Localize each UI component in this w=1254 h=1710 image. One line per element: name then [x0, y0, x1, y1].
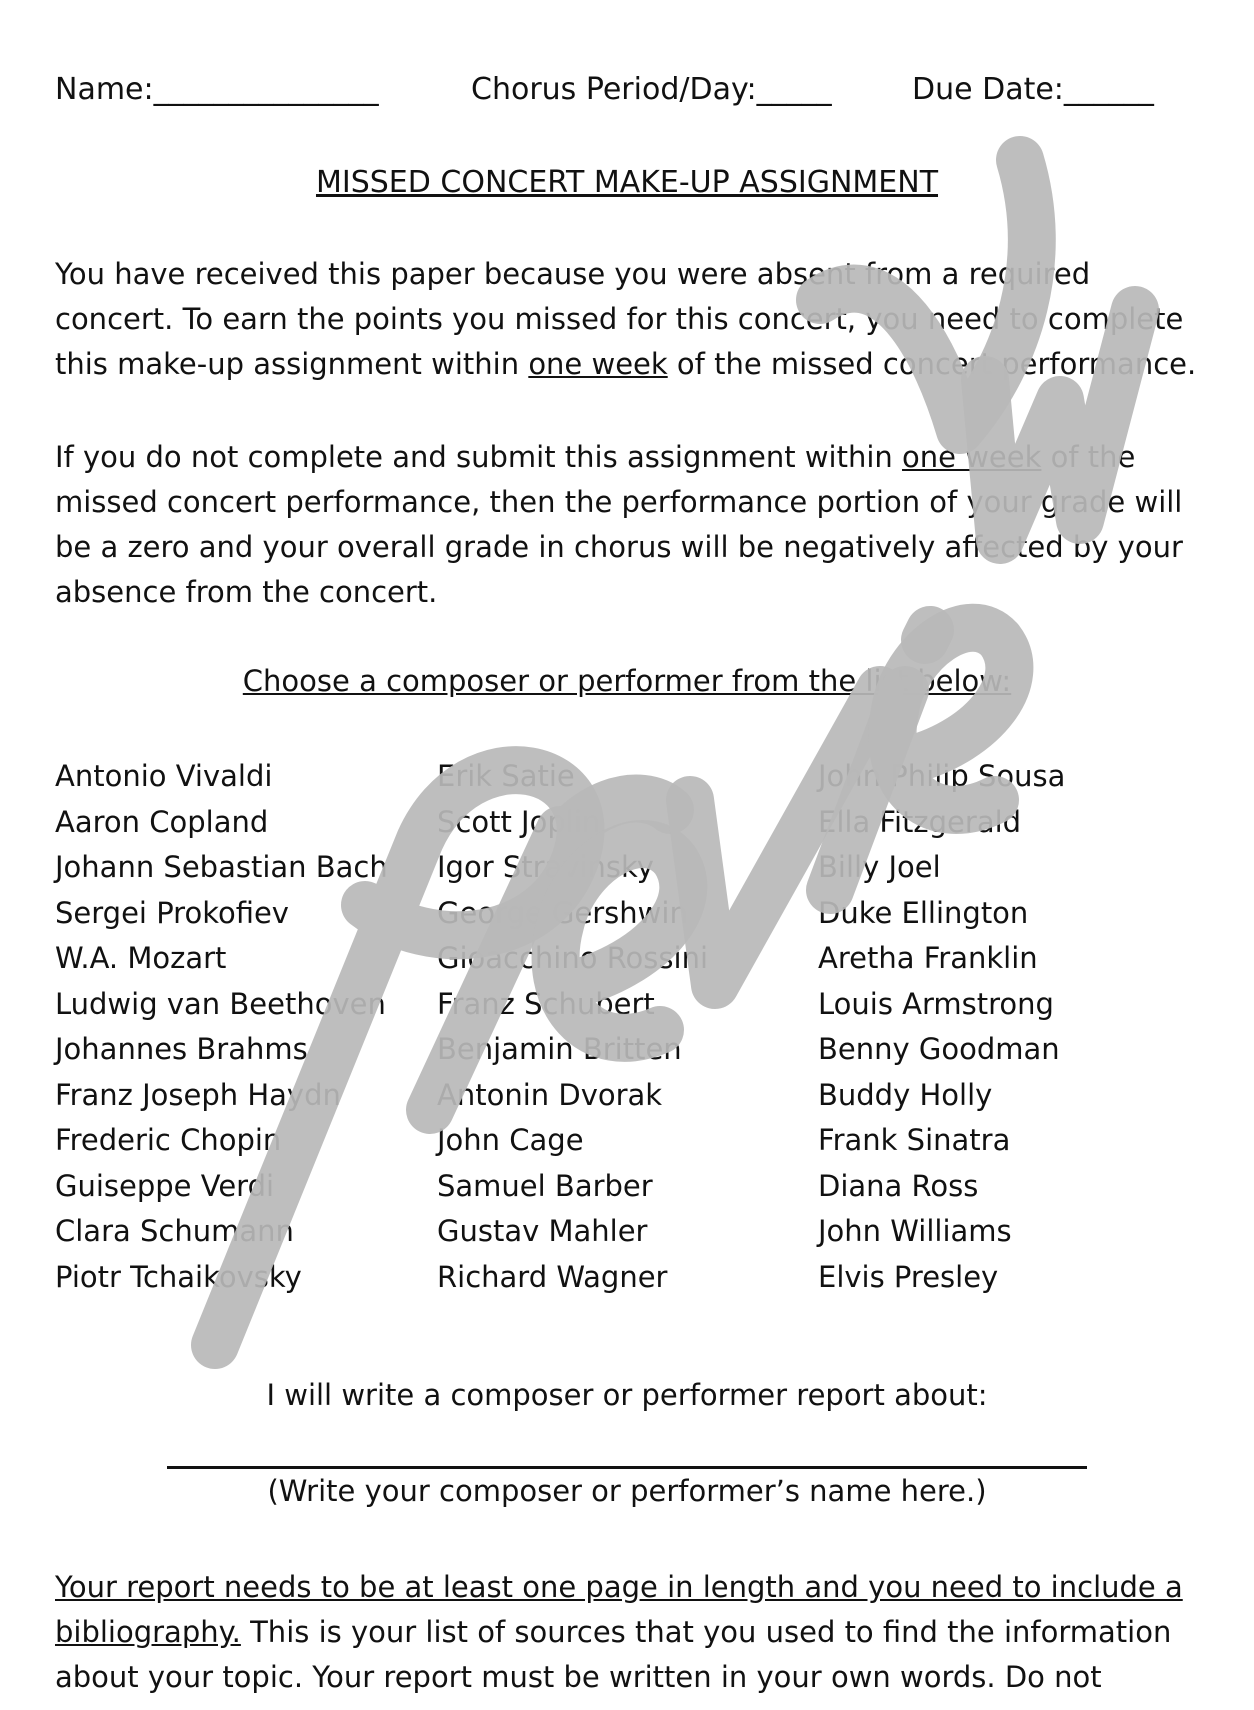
report-instructions: [55, 1565, 1215, 1700]
list-item: Igor Stravinsky: [437, 850, 654, 884]
list-item: Frederic Chopin: [55, 1123, 282, 1157]
list-item: Buddy Holly: [818, 1077, 993, 1112]
list-item: Elvis Presley: [818, 1259, 999, 1294]
list-item: Antonin Dvorak: [437, 1077, 663, 1112]
intro-one-week-emphasis: one week: [528, 347, 668, 381]
page-title: MISSED CONCERT MAKE-UP ASSIGNMENT: [315, 165, 939, 200]
list-item: Frank Sinatra: [818, 1123, 1011, 1157]
list-item: Samuel Barber: [437, 1168, 653, 1203]
chorus-period-field-label: Chorus Period/Day:_____: [471, 72, 832, 107]
list-item: Guiseppe Verdi: [55, 1168, 275, 1203]
intro-text-start: You have received this paper because you were absent from a required concert. To earn the points you missed for this concert, you need to complete this make-up assignment within: [55, 257, 1184, 381]
composer-column-2: [437, 754, 708, 1300]
list-item: John Williams: [818, 1214, 1012, 1248]
name-field-label: Name:_______________: [55, 72, 379, 107]
list-item: Piotr Tchaikovsky: [55, 1259, 302, 1294]
list-item: Gioacchino Rossini: [437, 941, 709, 975]
list-item: Benjamin Britten: [437, 1032, 682, 1066]
list-item: Benny Goodman: [818, 1032, 1060, 1066]
list-item: Aretha Franklin: [818, 941, 1038, 975]
choose-heading: Choose a composer or performer from the list below:: [242, 664, 1012, 698]
list-item: Scott Joplin: [437, 804, 601, 839]
list-item: Johannes Brahms: [55, 1032, 308, 1066]
warning-text-start: If you do not complete and submit this assignment within: [55, 440, 903, 474]
intro-text-end: of the missed concert performance.: [667, 347, 1197, 381]
list-item: Billy Joel: [818, 850, 941, 884]
list-item: Aaron Copland: [55, 804, 269, 839]
list-item: W.A. Mozart: [55, 941, 227, 975]
warning-paragraph: [55, 435, 1215, 615]
list-item: Clara Schumann: [55, 1214, 294, 1248]
warning-one-week-emphasis: one week: [902, 440, 1042, 474]
report-text: This is your list of sources that you used to find the information about your topic. Your report must be written in your own words. Do not: [55, 1615, 1172, 1694]
composer-column-3: [818, 754, 1065, 1300]
list-item: Ella Fitzgerald: [818, 804, 1022, 839]
list-item: Franz Joseph Haydn: [55, 1077, 341, 1112]
list-item: Louis Armstrong: [818, 986, 1054, 1021]
list-item: Ludwig van Beethoven: [55, 986, 386, 1021]
list-item: Johann Sebastian Bach: [55, 850, 388, 884]
composer-column-1: [55, 754, 388, 1300]
list-item: John Cage: [437, 1123, 584, 1157]
list-item: Duke Ellington: [818, 895, 1029, 930]
list-item: George Gershwin: [437, 895, 688, 930]
report-requirement-emphasis: Your report needs to be at least one page in length and you need to include a bibliography.: [55, 1570, 1183, 1649]
list-item: Antonio Vivaldi: [55, 759, 273, 793]
list-item: Diana Ross: [818, 1168, 979, 1203]
warning-text-end: of the missed concert performance, then the performance portion of your grade will be a zero and your overall grade in chorus will be negatively affected by your absence from the concert.: [55, 440, 1183, 609]
choice-hint: (Write your composer or performer’s name here.): [267, 1474, 987, 1508]
list-item: Sergei Prokofiev: [55, 895, 289, 930]
intro-paragraph: [55, 252, 1215, 387]
list-item: John Philip Sousa: [818, 759, 1066, 793]
due-date-field-label: Due Date:______: [912, 72, 1154, 107]
list-item: Gustav Mahler: [437, 1214, 648, 1248]
list-item: Franz Schubert: [437, 986, 655, 1021]
list-item: Erik Satie: [437, 759, 575, 793]
list-item: Richard Wagner: [437, 1259, 668, 1294]
choice-prompt: I will write a composer or performer report about:: [266, 1378, 988, 1412]
composer-name-line: [167, 1466, 1087, 1469]
